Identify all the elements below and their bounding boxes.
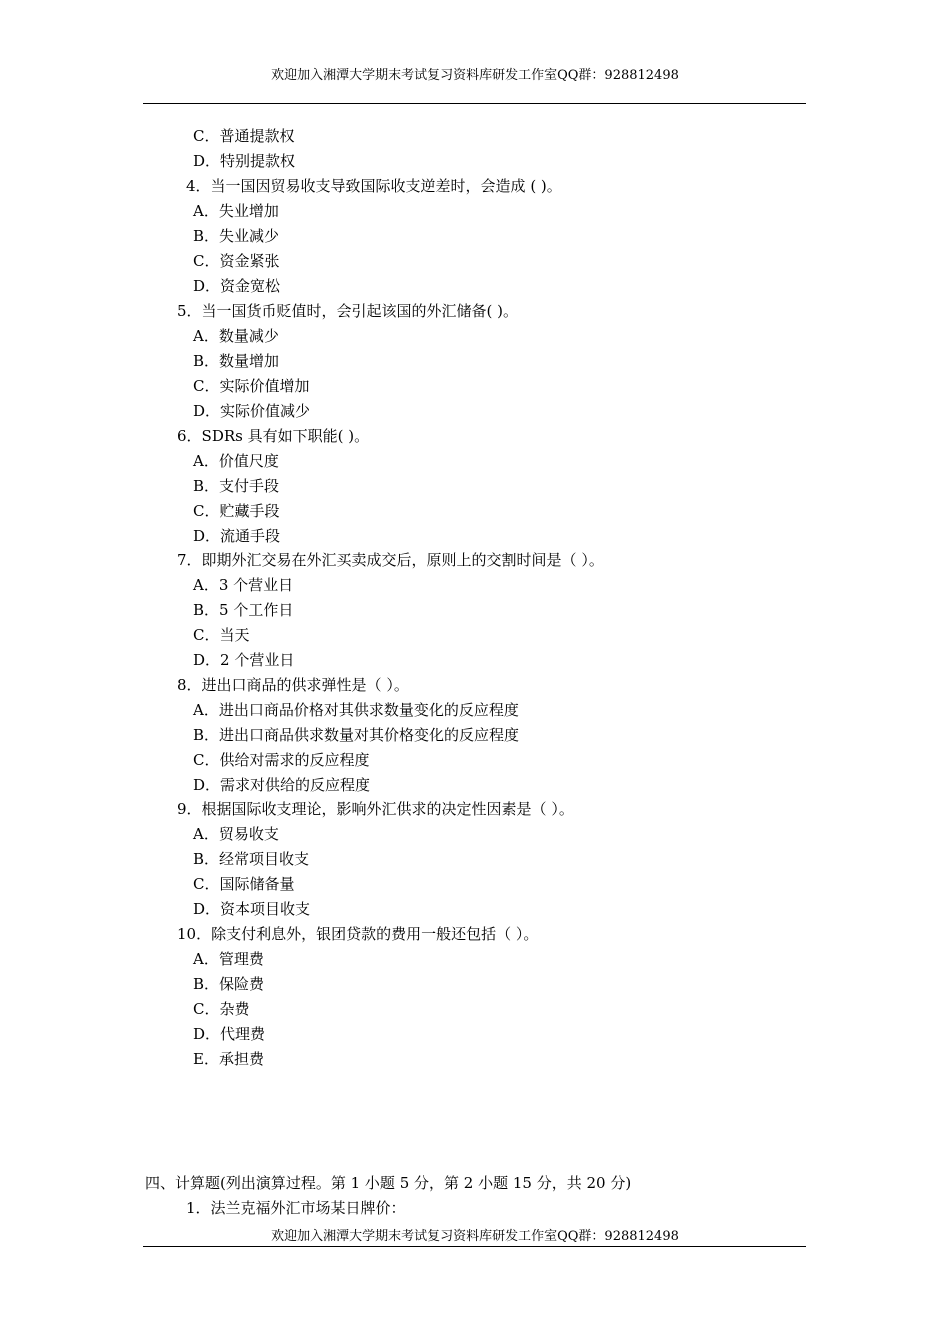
q9-option-b: B．经常项目收支 (193, 850, 310, 868)
q4-option-a: A．失业增加 (193, 202, 279, 220)
question-4: 4．当一国因贸易收支导致国际收支逆差时，会造成 ( )。 (186, 177, 562, 195)
footer-rule (143, 1246, 806, 1247)
q9-option-d: D．资本项目收支 (193, 900, 311, 918)
header-rule (143, 103, 806, 104)
q10-option-e: E．承担费 (193, 1050, 264, 1068)
question-6: 6．SDRs 具有如下职能( )。 (177, 427, 370, 445)
q6-option-c: C．贮藏手段 (193, 502, 280, 520)
q7-option-c: C．当天 (193, 626, 250, 644)
q8-option-a: A．进出口商品价格对其供求数量变化的反应程度 (193, 701, 519, 719)
q6-option-b: B．支付手段 (193, 477, 280, 495)
question-8: 8．进出口商品的供求弹性是（ ）。 (177, 676, 409, 694)
q4-option-c: C．资金紧张 (193, 252, 280, 270)
q10-option-a: A．管理费 (193, 950, 264, 968)
q10-option-c: C．杂费 (193, 1000, 250, 1018)
q9-option-a: A．贸易收支 (193, 825, 279, 843)
question-10: 10．除支付利息外，银团贷款的费用一般还包括（ ）。 (177, 925, 539, 943)
q6-option-a: A．价值尺度 (193, 452, 279, 470)
q8-option-b: B．进出口商品供求数量对其价格变化的反应程度 (193, 726, 520, 744)
q5-option-c: C．实际价值增加 (193, 377, 310, 395)
q7-option-a: A．3 个营业日 (193, 576, 294, 594)
section-4-title: 四、计算题(列出演算过程。第 1 小题 5 分，第 2 小题 15 分，共 20 分) (145, 1174, 632, 1192)
q7-option-b: B．5 个工作日 (193, 601, 294, 619)
page-header: 欢迎加入湘潭大学期末考试复习资料库研发工作室QQ群：928812498 (271, 68, 679, 83)
question-7: 7．即期外汇交易在外汇买卖成交后，原则上的交割时间是（ ）。 (177, 551, 604, 569)
q5-option-a: A．数量减少 (193, 327, 279, 345)
question-9: 9．根据国际收支理论，影响外汇供求的决定性因素是（ ）。 (177, 800, 574, 818)
q3-option-d: D．特别提款权 (193, 152, 296, 170)
q5-option-b: B．数量增加 (193, 352, 280, 370)
q10-option-d: D．代理费 (193, 1025, 266, 1043)
q6-option-d: D．流通手段 (193, 527, 281, 545)
q8-option-d: D．需求对供给的反应程度 (193, 776, 371, 794)
q8-option-c: C．供给对需求的反应程度 (193, 751, 370, 769)
q7-option-d: D．2 个营业日 (193, 651, 295, 669)
q10-option-b: B．保险费 (193, 975, 265, 993)
q3-option-c: C．普通提款权 (193, 127, 295, 145)
question-5: 5．当一国货币贬值时，会引起该国的外汇储备( )。 (177, 302, 519, 320)
q9-option-c: C．国际储备量 (193, 875, 295, 893)
q4-option-b: B．失业减少 (193, 227, 280, 245)
q4-option-d: D．资金宽松 (193, 277, 281, 295)
q5-option-d: D．实际价值减少 (193, 402, 311, 420)
section-4-question-1: 1．法兰克福外汇市场某日牌价： (186, 1199, 406, 1217)
page-footer: 欢迎加入湘潭大学期末考试复习资料库研发工作室QQ群：928812498 (271, 1229, 679, 1244)
